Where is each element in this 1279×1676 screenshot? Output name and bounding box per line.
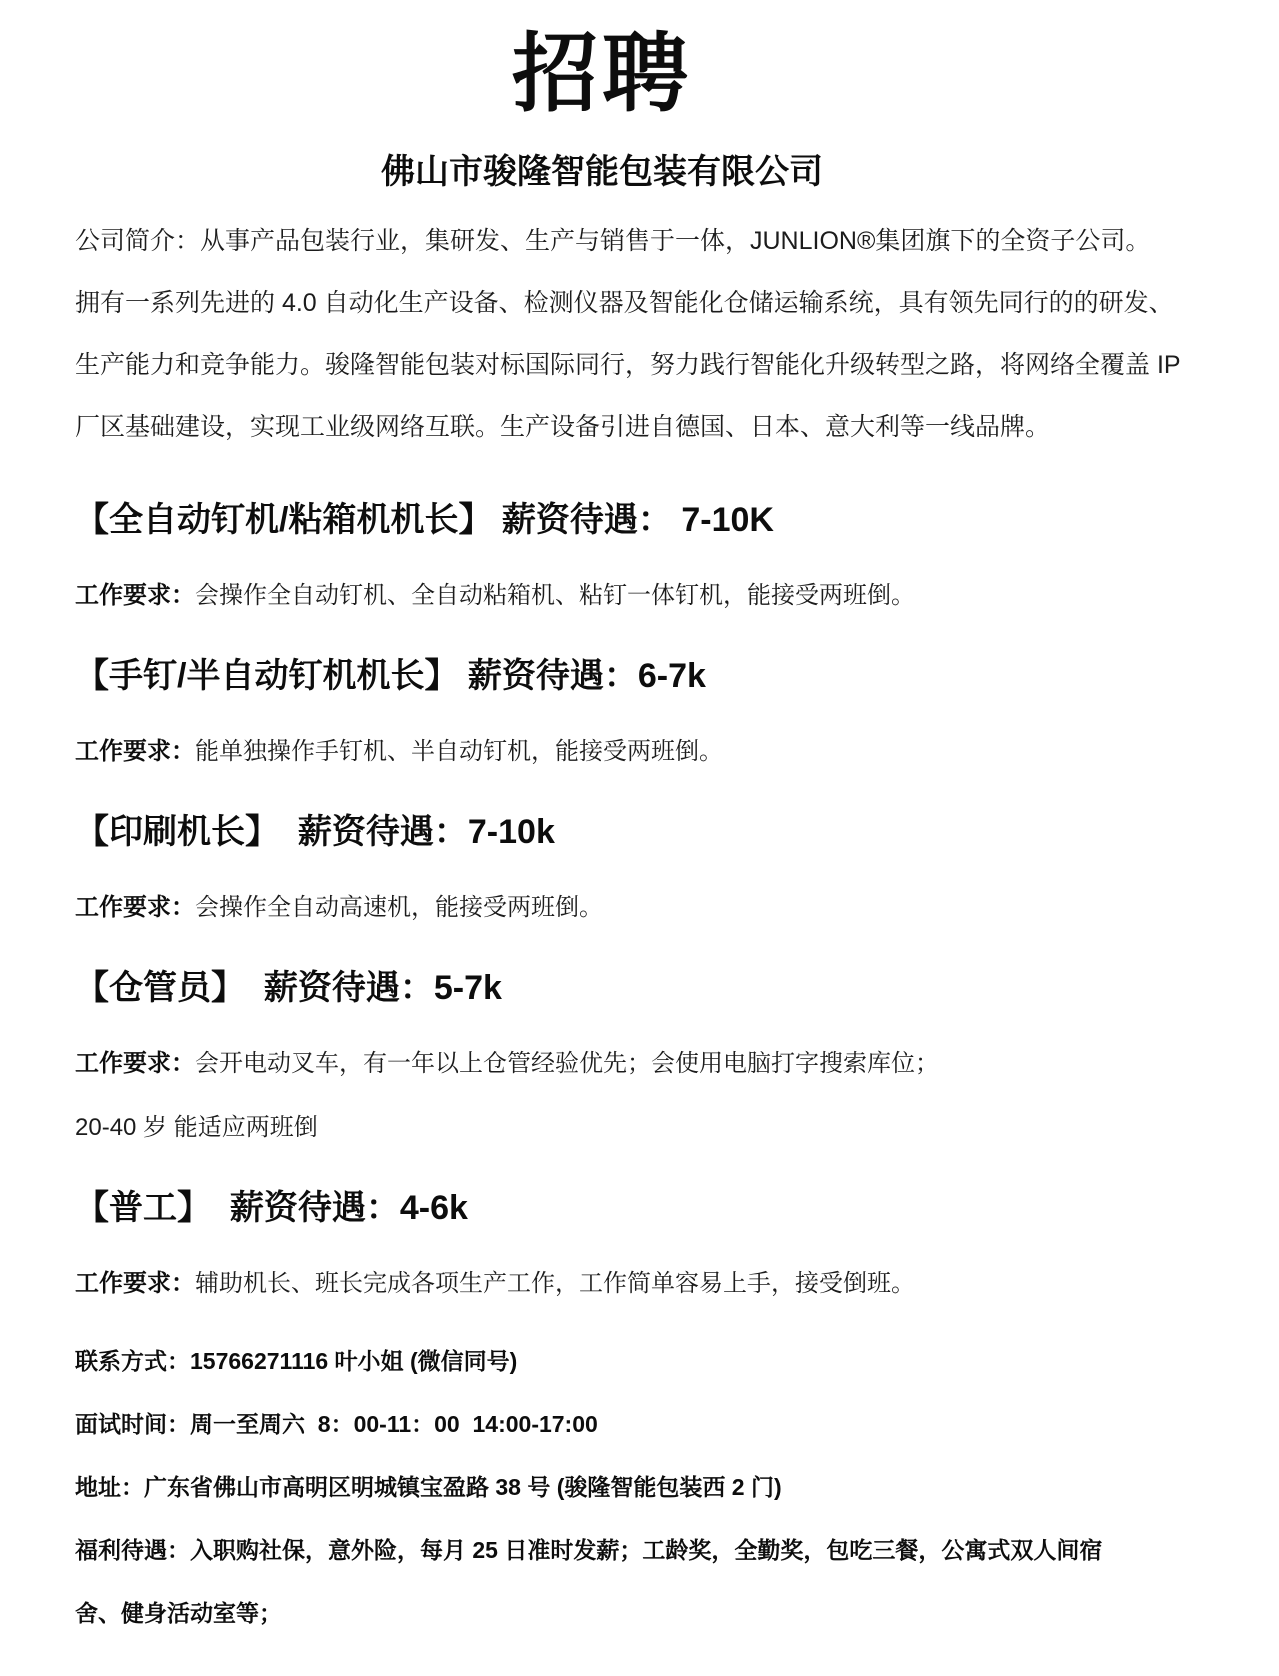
job-requirement	[75, 1046, 1129, 1082]
intro-line: 公司简介：从事产品包装行业，集研发、生产与销售于一体，JUNLION®集团旗下的全资子公司。	[75, 227, 1151, 255]
company-intro	[75, 210, 1181, 458]
job-section-warehouse-keeper	[75, 966, 1129, 1146]
requirement-label: 工作要求：	[75, 738, 195, 765]
job-heading: 【手钉/半自动钉机机长】 薪资待遇：6-7k	[75, 657, 706, 695]
job-heading: 【仓管员】 薪资待遇：5-7k	[75, 969, 502, 1007]
job-requirement	[75, 1266, 1129, 1302]
welfare-text: 入职购社保，意外险，每月 25 日准时发薪；工龄奖，全勤奖，包吃三餐，公寓式双人间宿舍、健身活动室等；	[75, 1537, 1103, 1626]
welfare-label: 福利待遇：	[75, 1537, 190, 1563]
welfare-line	[75, 1519, 1129, 1645]
interview-time-label: 面试时间：	[75, 1411, 190, 1437]
job-section-hand-nailing-captain	[75, 654, 1129, 770]
address-line	[75, 1456, 1129, 1519]
contact-text: 15766271116 叶小姐 (微信同号)	[190, 1348, 518, 1374]
job-requirement-extra: 20-40 岁 能适应两班倒	[75, 1114, 318, 1141]
job-heading: 【全自动钉机/粘箱机机长】 薪资待遇： 7-10K	[75, 501, 774, 539]
requirement-text: 辅助机长、班长完成各项生产工作，工作简单容易上手，接受倒班。	[195, 1270, 915, 1297]
requirement-label: 工作要求：	[75, 582, 195, 609]
poster-title: 招聘	[512, 26, 692, 122]
intro-line: 生产能力和竞争能力。骏隆智能包装对标国际同行，努力践行智能化升级转型之路，将网络全覆盖 IP	[75, 351, 1181, 379]
company-name: 佛山市骏隆智能包装有限公司	[381, 153, 823, 191]
requirement-text: 会操作全自动高速机，能接受两班倒。	[195, 894, 603, 921]
job-heading: 【普工】 薪资待遇：4-6k	[75, 1189, 468, 1227]
job-requirement	[75, 890, 1129, 926]
job-requirement	[75, 734, 1129, 770]
intro-line: 拥有一系列先进的 4.0 自动化生产设备、检测仪器及智能化仓储运输系统，具有领先同行的的研发、	[75, 289, 1174, 317]
poster-footer	[75, 1330, 1129, 1645]
requirement-text: 会操作全自动钉机、全自动粘箱机、粘钉一体钉机，能接受两班倒。	[195, 582, 915, 609]
requirement-label: 工作要求：	[75, 1050, 195, 1077]
job-section-printing-captain	[75, 810, 1129, 926]
address-label: 地址：	[75, 1474, 144, 1500]
job-heading: 【印刷机长】 薪资待遇：7-10k	[75, 813, 555, 851]
requirement-text: 能单独操作手钉机、半自动钉机，能接受两班倒。	[195, 738, 723, 765]
address-text: 广东省佛山市高明区明城镇宝盈路 38 号 (骏隆智能包装西 2 门)	[144, 1474, 782, 1500]
job-section-nailing-machine-captain	[75, 498, 1129, 614]
intro-line: 厂区基础建设，实现工业级网络互联。生产设备引进自德国、日本、意大利等一线品牌。	[75, 413, 1051, 441]
contact-label: 联系方式：	[75, 1348, 190, 1374]
job-requirement	[75, 578, 1129, 614]
requirement-text: 会开电动叉车，有一年以上仓管经验优先；会使用电脑打字搜索库位；	[195, 1050, 939, 1077]
requirement-label: 工作要求：	[75, 894, 195, 921]
job-section-general-worker	[75, 1186, 1129, 1302]
contact-line	[75, 1330, 1129, 1393]
requirement-label: 工作要求：	[75, 1270, 195, 1297]
interview-time-text: 周一至周六 8：00-11：00 14:00-17:00	[190, 1411, 598, 1437]
interview-time-line	[75, 1393, 1129, 1456]
